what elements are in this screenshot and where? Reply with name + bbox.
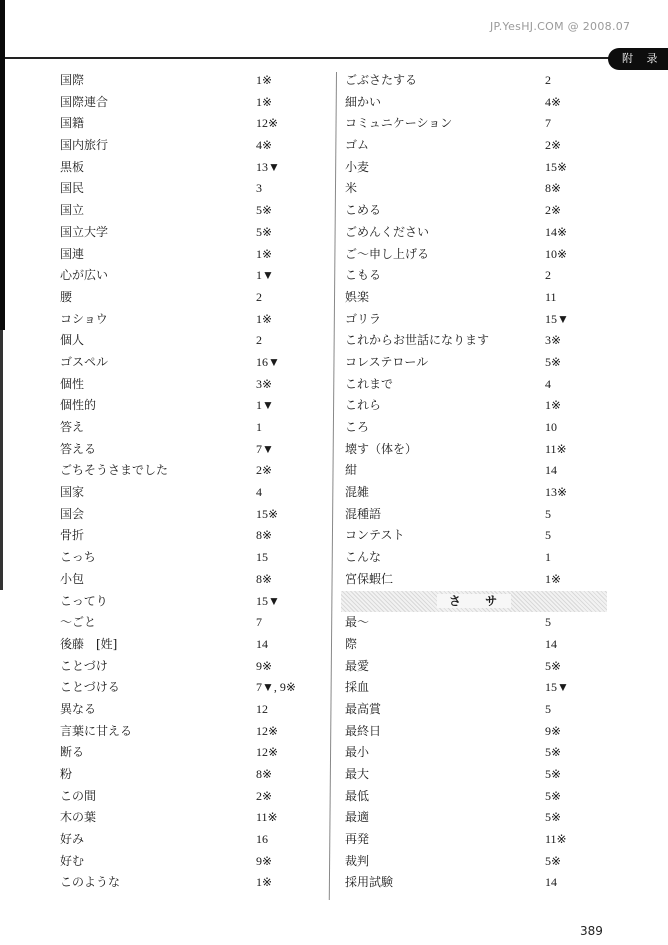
index-entry (345, 569, 615, 591)
lesson-reference: 8※ (545, 181, 562, 196)
index-term: ～ごと (60, 615, 97, 630)
lesson-reference: 11※ (256, 810, 278, 825)
index-term: 後藤 [姓] (60, 636, 118, 651)
lesson-reference: 5※ (545, 767, 562, 781)
index-entry (60, 395, 330, 417)
index-term: 最高賞 (345, 701, 382, 716)
index-entry (345, 439, 615, 461)
index-entry (60, 482, 330, 504)
index-entry (60, 309, 330, 331)
index-entry (345, 460, 615, 482)
lesson-reference: 11 (545, 289, 557, 304)
index-entry (345, 634, 615, 656)
lesson-reference: 3※ (545, 333, 562, 348)
index-entry (60, 265, 330, 287)
index-term: 最低 (345, 788, 370, 803)
lesson-reference: 11※ (545, 441, 567, 456)
index-term: コミュニケーション (345, 116, 453, 131)
lesson-reference: 15 (256, 550, 268, 565)
lesson-reference: 4 (545, 376, 551, 391)
lesson-reference: 2※ (545, 138, 562, 153)
lesson-reference: 2 (545, 268, 551, 283)
lesson-reference: 13※ (545, 485, 568, 500)
lesson-reference: 2 (256, 289, 262, 304)
index-term: 国内旅行 (60, 138, 109, 153)
index-term: 心が広い (60, 268, 109, 283)
index-entry (345, 656, 615, 678)
index-term: 骨折 (60, 528, 85, 543)
index-entry (345, 612, 615, 634)
lesson-reference: 14 (545, 636, 557, 651)
index-entry (345, 135, 615, 157)
index-term: 小麦 (345, 159, 370, 174)
index-entry (345, 482, 615, 504)
lesson-reference: 5※ (545, 745, 562, 760)
index-entry (345, 352, 615, 374)
index-term: 壊す（体を） (345, 441, 418, 456)
index-column-right (345, 70, 615, 894)
index-entry (60, 244, 330, 266)
lesson-reference: 16▼ (256, 354, 280, 369)
lesson-reference: 15▼ (545, 680, 569, 695)
index-term: 採血 (345, 680, 370, 695)
index-entry (60, 591, 330, 613)
index-entry (60, 504, 330, 526)
index-entry (345, 829, 615, 851)
lesson-reference: 12※ (256, 116, 279, 131)
index-entry (60, 157, 330, 179)
index-term: 腰 (60, 289, 73, 304)
lesson-reference: 5※ (545, 788, 562, 803)
index-term: 国際連合 (60, 94, 109, 109)
index-term: 粉 (60, 767, 73, 781)
index-term: こもる (345, 268, 382, 283)
lesson-reference: 11※ (545, 832, 567, 847)
lesson-reference: 2 (545, 73, 551, 87)
index-entry (345, 807, 615, 829)
lesson-reference: 10※ (545, 246, 568, 261)
index-term: このような (60, 875, 121, 890)
lesson-reference: 7 (545, 116, 551, 131)
lesson-reference: 9※ (256, 853, 273, 868)
lesson-reference: 5※ (545, 853, 562, 868)
index-term: 紺 (345, 463, 358, 478)
index-term: ころ (345, 420, 370, 434)
index-entry (60, 656, 330, 678)
index-term: 娯楽 (345, 289, 370, 304)
index-entry (60, 460, 330, 482)
index-entry (60, 721, 330, 743)
index-term: ごめんください (345, 224, 430, 239)
index-entry (345, 417, 615, 439)
lesson-reference: 8※ (256, 571, 273, 586)
lesson-reference: 7▼ (256, 441, 274, 456)
index-entry (60, 92, 330, 114)
lesson-reference: 12※ (256, 723, 279, 738)
index-entry (60, 699, 330, 721)
index-term: 好む (60, 853, 85, 868)
index-term: コンテスト (345, 528, 405, 543)
index-term: ことづける (60, 680, 120, 695)
lesson-reference: 4 (256, 485, 262, 500)
lesson-reference: 7 (256, 615, 262, 630)
lesson-reference: 13▼ (256, 159, 280, 174)
index-term: こめる (345, 203, 382, 218)
lesson-reference: 5※ (256, 224, 273, 239)
lesson-reference: 2 (256, 333, 262, 348)
index-term: こっち (60, 550, 96, 565)
index-term: 最～ (345, 615, 370, 630)
index-entry (345, 699, 615, 721)
index-entry (60, 851, 330, 873)
index-term: 国立 (60, 203, 85, 218)
index-entry (60, 439, 330, 461)
index-term: 採用試験 (345, 875, 394, 890)
index-entry (60, 764, 330, 786)
index-entry (345, 525, 615, 547)
index-entry (345, 178, 615, 200)
index-entry (60, 786, 330, 808)
index-term: 好み (60, 832, 85, 847)
lesson-reference: 2※ (256, 463, 273, 478)
lesson-reference: 1※ (256, 875, 273, 890)
index-entry (60, 634, 330, 656)
lesson-reference: 14 (545, 875, 557, 890)
index-term: 宮保蝦仁 (345, 571, 394, 586)
index-term: 国家 (60, 485, 85, 500)
index-term: この間 (60, 788, 97, 803)
index-term: 米 (345, 181, 358, 196)
index-entry (345, 395, 615, 417)
lesson-reference: 1 (256, 420, 262, 434)
index-entry (345, 92, 615, 114)
lesson-reference: 8※ (256, 528, 273, 543)
index-term: 黒板 (60, 159, 85, 174)
lesson-reference: 1※ (256, 73, 273, 87)
lesson-reference: 14 (256, 636, 268, 651)
scan-edge-shadow-lower (0, 330, 3, 590)
index-entry (60, 287, 330, 309)
index-term: 国籍 (60, 116, 85, 131)
lesson-reference: 2※ (256, 788, 273, 803)
index-term: 言葉に甘える (60, 723, 133, 738)
index-entry (345, 200, 615, 222)
lesson-reference: 15※ (256, 506, 279, 521)
lesson-reference: 5※ (545, 354, 562, 369)
index-term: 最適 (345, 810, 370, 825)
index-entry (60, 612, 330, 634)
index-entry (60, 872, 330, 894)
index-term: こってり (60, 593, 108, 608)
index-entry (345, 786, 615, 808)
index-entry (345, 547, 615, 569)
index-term: 国連 (60, 246, 85, 261)
index-term: ごちそうさまでした (60, 463, 169, 478)
index-term: 個性 (60, 376, 85, 391)
lesson-reference: 1 (545, 550, 551, 565)
lesson-reference: 3※ (256, 376, 273, 391)
index-entry (60, 417, 330, 439)
lesson-reference: 1※ (256, 311, 273, 326)
section-band-label: さ サ (437, 594, 511, 608)
index-entry (60, 742, 330, 764)
index-entry (60, 70, 330, 92)
lesson-reference: 4※ (545, 94, 562, 109)
lesson-reference: 14 (545, 463, 557, 478)
index-term: 際 (345, 636, 358, 651)
index-term: 裁判 (345, 853, 370, 868)
index-entry (345, 374, 615, 396)
index-entry (345, 309, 615, 331)
header-rule (5, 57, 615, 59)
lesson-reference: 1※ (545, 571, 562, 586)
index-term: 最終日 (345, 723, 382, 738)
lesson-reference: 12 (256, 701, 268, 716)
index-entry (60, 807, 330, 829)
lesson-reference: 3 (256, 181, 262, 196)
lesson-reference: 15▼ (545, 311, 569, 326)
index-term: ごぶさたする (345, 73, 418, 87)
index-entry (345, 504, 615, 526)
index-entry (345, 265, 615, 287)
index-term: 細かい (345, 94, 382, 109)
lesson-reference: 12※ (256, 745, 279, 760)
index-entry (60, 352, 330, 374)
lesson-reference: 5 (545, 701, 551, 716)
index-term: ご～申し上げる (345, 246, 430, 261)
index-term: 個性的 (60, 398, 97, 413)
index-term: 国民 (60, 181, 85, 196)
index-entry (345, 287, 615, 309)
index-entry (60, 200, 330, 222)
index-entry (345, 330, 615, 352)
index-term: 答える (60, 441, 97, 456)
index-column-left (60, 70, 330, 894)
index-entry (345, 244, 615, 266)
index-entry (345, 157, 615, 179)
lesson-reference: 5※ (545, 810, 562, 825)
index-term: これからお世話になります (345, 333, 490, 348)
lesson-reference: 1※ (545, 398, 562, 413)
lesson-reference: 2※ (545, 203, 562, 218)
lesson-reference: 9※ (256, 658, 273, 673)
lesson-reference: 15▼ (256, 593, 280, 608)
index-term: コレステロール (345, 354, 429, 369)
lesson-reference: 5 (545, 615, 551, 630)
lesson-reference: 5 (545, 506, 551, 521)
index-entry (60, 677, 330, 699)
index-term: 国立大学 (60, 224, 109, 239)
index-term: 最愛 (345, 658, 370, 673)
watermark: JP.YesHJ.COM @ 2008.07 (490, 20, 631, 33)
index-entry (60, 135, 330, 157)
index-term: 答え (60, 420, 85, 434)
index-entry (345, 113, 615, 135)
index-term: こんな (345, 550, 382, 565)
index-entry (345, 70, 615, 92)
lesson-reference: 1※ (256, 94, 273, 109)
lesson-reference: 5※ (256, 203, 273, 218)
section-band-sa (341, 591, 607, 613)
index-entry (60, 829, 330, 851)
index-term: 異なる (60, 701, 97, 716)
lesson-reference: 4※ (256, 138, 273, 153)
index-term: コショウ (60, 311, 108, 326)
lesson-reference: 9※ (545, 723, 562, 738)
lesson-reference: 14※ (545, 224, 568, 239)
index-term: 国会 (60, 506, 85, 521)
index-term: 再発 (345, 832, 370, 847)
index-term: 木の葉 (60, 810, 97, 825)
index-entry (345, 721, 615, 743)
index-term: 最大 (345, 767, 370, 781)
index-entry (345, 742, 615, 764)
index-entry (60, 222, 330, 244)
lesson-reference: 7▼, 9※ (256, 680, 296, 695)
index-term: これら (345, 398, 382, 413)
index-entry (60, 178, 330, 200)
index-entry (60, 547, 330, 569)
lesson-reference: 1▼ (256, 398, 274, 413)
column-divider (329, 72, 337, 900)
index-entry (345, 677, 615, 699)
index-term: ことづけ (60, 658, 108, 673)
index-term: これまで (345, 376, 394, 391)
page-number: 389 (580, 924, 603, 938)
index-term: 混雑 (345, 485, 370, 500)
index-entry (345, 851, 615, 873)
index-entry (345, 872, 615, 894)
lesson-reference: 5 (545, 528, 551, 543)
scan-edge-shadow (0, 0, 5, 330)
lesson-reference: 15※ (545, 159, 568, 174)
index-entry (345, 222, 615, 244)
index-term: ゴスペル (60, 354, 109, 369)
lesson-reference: 16 (256, 832, 268, 847)
lesson-reference: 5※ (545, 658, 562, 673)
index-entry (60, 330, 330, 352)
index-entry (60, 525, 330, 547)
index-term: 個人 (60, 333, 85, 348)
lesson-reference: 10 (545, 420, 557, 434)
lesson-reference: 1※ (256, 246, 273, 261)
index-term: ゴリラ (345, 311, 382, 326)
index-term: 混種語 (345, 506, 382, 521)
lesson-reference: 8※ (256, 767, 273, 781)
index-term: 国際 (60, 73, 85, 87)
section-tab-appendix: 附 录 (608, 48, 668, 70)
index-entry (60, 569, 330, 591)
index-term: ゴム (345, 138, 370, 153)
index-entry (345, 764, 615, 786)
index-term: 断る (60, 745, 85, 760)
index-entry (60, 113, 330, 135)
lesson-reference: 1▼ (256, 268, 274, 283)
index-term: 小包 (60, 571, 85, 586)
index-entry (60, 374, 330, 396)
index-term: 最小 (345, 745, 370, 760)
